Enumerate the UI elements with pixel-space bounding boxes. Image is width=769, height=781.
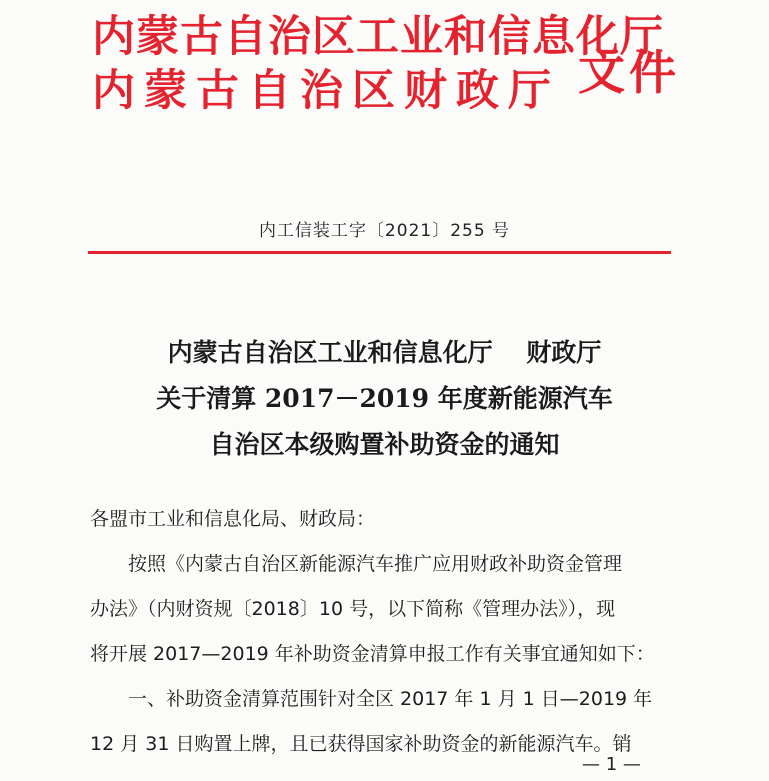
document-title	[0, 330, 769, 468]
title-line-1: 内蒙古自治区工业和信息化厅 财政厅	[167, 338, 602, 367]
title-line-3: 自治区本级购置补助资金的通知	[209, 430, 560, 459]
issuer-line-1: 内蒙古自治区工业和信息化厅	[92, 12, 664, 62]
body-line-5: 12 月 31 日购置上牌，且已获得国家补助资金的新能源汽车。销	[90, 733, 632, 755]
body-line-2: 办法》（内财资规〔2018〕10 号，以下简称《管理办法》），现	[90, 598, 616, 620]
document-type-label: 文件	[578, 46, 680, 101]
salutation: 各盟市工业和信息化局、财政局：	[90, 508, 376, 530]
document-number: 内工信装工字〔2021〕255 号	[258, 221, 511, 241]
title-line-2: 关于清算 2017－2019 年度新能源汽车	[156, 384, 613, 413]
page-number: — 1 —	[582, 754, 641, 775]
issuer-line-2: 内蒙古自治区财政厅	[92, 66, 560, 116]
body-line-1: 按照《内蒙古自治区新能源汽车推广应用财政补助资金管理	[128, 553, 623, 575]
document-body	[90, 497, 680, 767]
red-divider-line	[88, 251, 671, 254]
body-line-4: 一、补助资金清算范围针对全区 2017 年 1 月 1 日—2019 年	[128, 688, 653, 710]
body-line-3: 将开展 2017—2019 年补助资金清算申报工作有关事宜通知如下：	[90, 643, 655, 665]
